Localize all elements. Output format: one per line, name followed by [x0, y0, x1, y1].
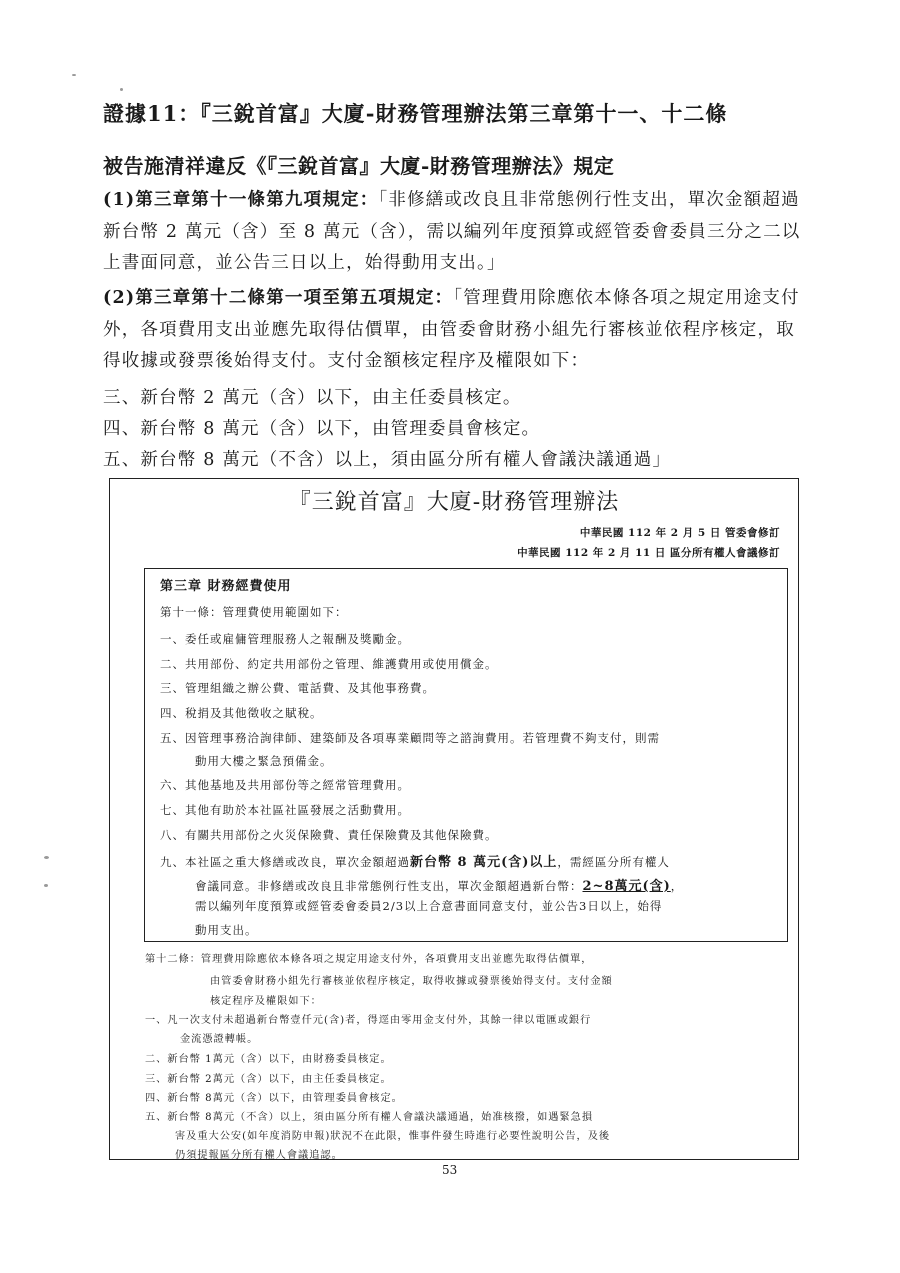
chapter-title: 第三章 財務經費使用: [160, 579, 292, 594]
scan-speck: [72, 74, 76, 76]
scan-speck: [44, 884, 48, 887]
article12-line: 害及重大公安(如年度消防申報)狀況不在此限，惟事件發生時進行必要性說明公告，及後: [175, 1131, 611, 1142]
article12-line: 核定程序及權限如下：: [210, 996, 322, 1007]
article11-item9: [195, 875, 683, 894]
article11-clause9-paragraph: [103, 185, 813, 280]
violation-subheading: 被告施清祥違反《『三銳首富』大廈-財務管理辦法》規定: [103, 154, 615, 178]
paragraph-text: 「非修繕或改良且非常態例行性支出，單次金額超過新台幣 2 萬元（含）至 8 萬元（含），需以編列年度預算或經管委會委員三分之二以上書面同意，並公告三日以上，始得動用支出。」: [103, 190, 801, 273]
paragraph-label: (2)第三章第十二條第一項至第五項規定：: [103, 288, 454, 308]
article12-line: 四、新台幣 8萬元（含）以下，由管理委員會核定。: [145, 1093, 403, 1104]
article11-item: 三、管理組織之辦公費、電話費、及其他事務費。: [160, 681, 435, 695]
article11-item: 五、因管理事務洽詢律師、建築師及各項專業顧問等之諮詢費用。若管理費不夠支付，則需: [160, 731, 660, 745]
article12-paragraph: [103, 283, 813, 378]
article11-item: 一、委任或雇傭管理服務人之報酬及獎勵金。: [160, 632, 410, 646]
article12-line: 第十二條：管理費用除應依本條各項之規定用途支付外，各項費用支出並應先取得估價單，: [145, 954, 593, 965]
article11-item: 動用大樓之緊急預備金。: [195, 754, 333, 768]
item9-text: ，: [670, 879, 684, 893]
scan-speck: [44, 856, 49, 859]
item9-bold-amount: 新台幣 8 萬元(含)以上: [410, 855, 558, 870]
article12-line: 金流憑證轉帳。: [180, 1034, 259, 1045]
document-title: 『三銳首富』大廈-財務管理辦法: [288, 490, 620, 515]
article11-item9: 動用支出。: [195, 923, 258, 937]
article12-line: 五、新台幣 8萬元（不含）以上，須由區分所有權人會議決議通過，始准核撥，如遇緊急損: [145, 1112, 594, 1123]
article11-item: 四、稅捐及其他徵收之賦稅。: [160, 706, 323, 720]
item9-text: 會議同意。非修繕或改良且非常態例行性支出，單次金額超過新台幣：: [195, 879, 583, 893]
article12-line: 仍須提報區分所有權人會議追認。: [175, 1150, 343, 1161]
page-number: 53: [442, 1163, 458, 1177]
rule-line: 五、新台幣 8 萬元（不含）以上，須由區分所有權人會議決議通過」: [103, 450, 672, 470]
revision-date: 中華民國 112 年 2 月 11 日 區分所有權人會議修訂: [517, 547, 780, 559]
article12-line: 由管委會財務小組先行審核並依程序核定，取得收據或發票後始得支付。支付金額: [210, 976, 613, 987]
article11-item: 八、有關共用部份之火災保險費、責任保險費及其他保險費。: [160, 828, 498, 842]
article11-item: 二、共用部份、約定共用部份之管理、維護費用或使用償金。: [160, 657, 498, 671]
article11-item: 七、其他有助於本社區社區發展之活動費用。: [160, 803, 410, 817]
article12-line: 一、凡一次支付未超過新台幣壹仟元(含)者，得逕由零用金支付外，其餘一律以電匯或銀行: [145, 1015, 592, 1026]
rule-line: 四、新台幣 8 萬元（含）以下，由管理委員會核定。: [103, 419, 541, 439]
paragraph-text: 「管理費用除應依本條各項之規定用途支付外，各項費用支出並應先取得估價單，由管委會財務小組先行審核並依程序核定，取得收據或發票後始得支付。支付金額核定程序及權限如下：: [103, 288, 800, 371]
article12-line: 二、新台幣 1萬元（含）以下，由財務委員核定。: [145, 1054, 392, 1065]
rule-line: 三、新台幣 2 萬元（含）以下，由主任委員核定。: [103, 388, 522, 408]
article11-title: 第十一條：管理費使用範圍如下：: [160, 605, 348, 619]
paragraph-label: (1)第三章第十一條第九項規定：: [103, 190, 379, 210]
article11-item: 六、其他基地及共用部份等之經常管理費用。: [160, 778, 410, 792]
article11-item9: 需以編列年度預算或經管委會委員2/3以上合意書面同意支付，並公告3日以上，始得: [195, 899, 663, 913]
item9-underlined-amount: 2~8萬元(含): [582, 879, 671, 894]
article12-line: 三、新台幣 2萬元（含）以下，由主任委員核定。: [145, 1074, 392, 1085]
evidence-heading: 證據11：『三銳首富』大廈-財務管理辦法第三章第十一、十二條: [103, 101, 728, 126]
scan-speck: [120, 88, 123, 91]
item9-text: 九、本社區之重大修繕或改良，單次金額超過: [160, 855, 410, 869]
item9-text: ，需經區分所有權人: [557, 855, 670, 869]
revision-date: 中華民國 112 年 2 月 5 日 管委會修訂: [579, 527, 780, 539]
article11-item9: [160, 851, 670, 870]
